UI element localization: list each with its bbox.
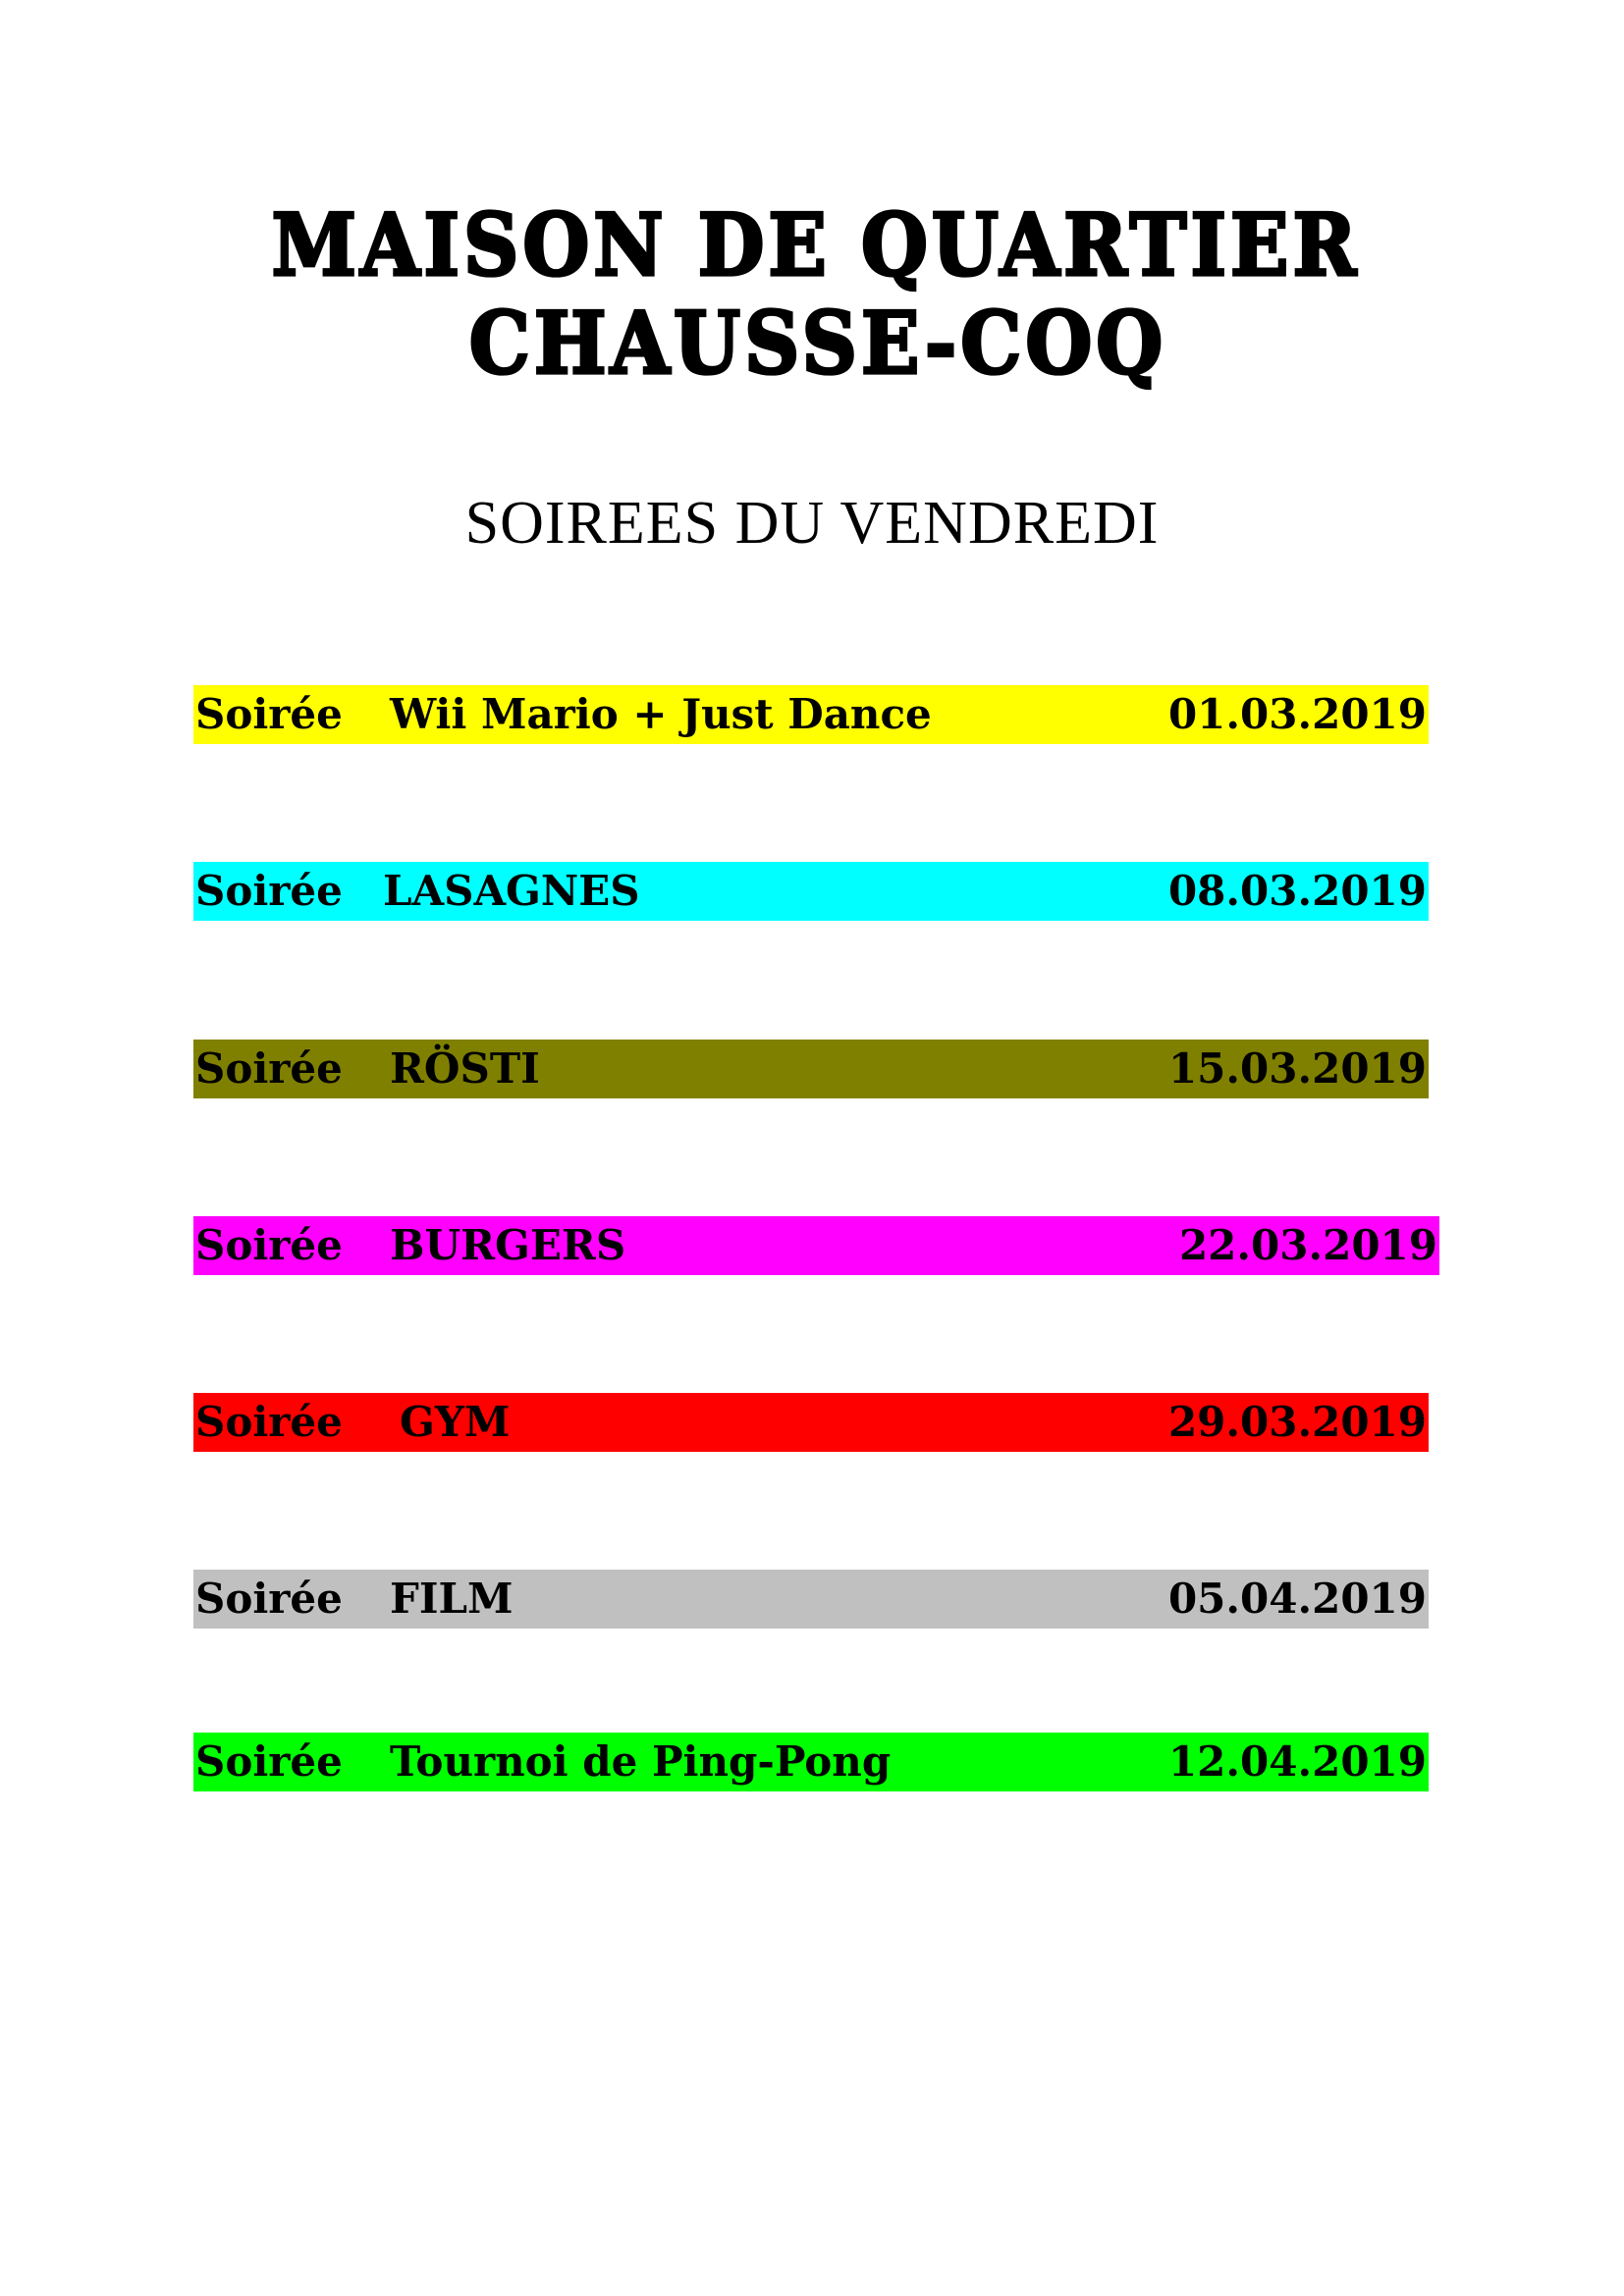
event-row-5 xyxy=(193,1570,1429,1629)
event-name: LASAGNES xyxy=(383,867,640,915)
event-row-6 xyxy=(193,1733,1429,1791)
event-date: 08.03.2019 xyxy=(1167,867,1427,915)
event-prefix: Soirée xyxy=(195,1737,343,1786)
page-title-line-1: MAISON DE QUARTIER xyxy=(271,195,1361,296)
page-subtitle: SOIREES DU VENDREDI xyxy=(464,490,1160,557)
event-date: 01.03.2019 xyxy=(1167,690,1427,738)
event-date: 29.03.2019 xyxy=(1167,1398,1427,1446)
event-row-3 xyxy=(193,1216,1439,1275)
event-name: FILM xyxy=(390,1575,514,1623)
event-prefix: Soirée xyxy=(195,1575,343,1623)
event-prefix: Soirée xyxy=(195,690,343,738)
event-date: 05.04.2019 xyxy=(1167,1575,1427,1623)
event-prefix: Soirée xyxy=(195,1398,343,1446)
event-prefix: Soirée xyxy=(195,1044,343,1093)
event-row-2 xyxy=(193,1040,1429,1098)
event-prefix: Soirée xyxy=(195,1221,343,1269)
event-date: 22.03.2019 xyxy=(1178,1221,1437,1269)
event-date: 12.04.2019 xyxy=(1167,1737,1427,1786)
event-row-0 xyxy=(193,685,1429,744)
event-row-1 xyxy=(193,862,1429,921)
event-name: BURGERS xyxy=(390,1221,626,1269)
event-name: RÖSTI xyxy=(390,1044,540,1093)
event-row-4 xyxy=(193,1393,1429,1452)
event-prefix: Soirée xyxy=(195,867,343,915)
event-name: Wii Mario + Just Dance xyxy=(390,690,932,738)
event-date: 15.03.2019 xyxy=(1167,1044,1427,1093)
page-title-line-2: CHAUSSE-COQ xyxy=(468,294,1167,395)
event-name: Tournoi de Ping-Pong xyxy=(390,1737,892,1786)
event-name: GYM xyxy=(400,1398,511,1446)
